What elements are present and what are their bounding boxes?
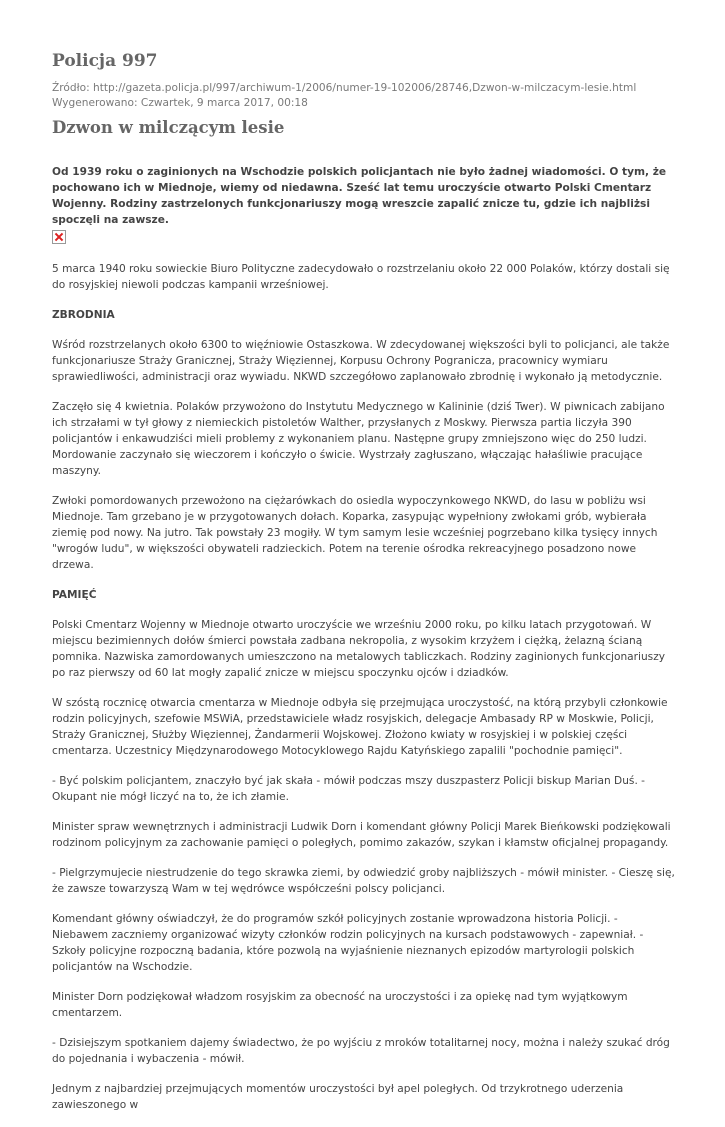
paragraph: Minister spraw wewnętrznych i administracji Ludwik Dorn i komendant główny Policji Marek Bieńkowski podziękowali rodzinom policyjnym za zachowanie pamięci o poległych, pomimo zakazów, szykan i kłamstw oficjalnej propagandy.	[52, 821, 671, 849]
section-heading-pamiec: PAMIĘĆ	[52, 589, 97, 601]
paragraph: W szóstą rocznicę otwarcia cmentarza w Miednoje odbyła się przejmująca uroczystość, na którą przybyli członkowie rodzin policyjnych, szefowie MSWiA, przedstawiciele władz rosyjskich, delegacje Ambasady RP w Moskwie, Policji, Straży Granicznej, Służby Więziennej, Żandarmerii Wojskowej. Złożono kwiaty w rosyjskiej i w polskiej części cmentarza. Uczestnicy Międzynarodowego Motocyklowego Rajdu Katyńskiego zapalili "pochodnie pamięci".	[52, 697, 668, 757]
paragraph: Jednym z najbardziej przejmujących momentów uroczystości był apel poległych. Od trzykrotnego uderzenia zawieszonego w	[52, 1083, 624, 1111]
paragraph: - Dzisiejszym spotkaniem dajemy świadectwo, że po wyjściu z mroków totalitarnej nocy, można i należy szukać dróg do pojednania i wybaczenia - mówił.	[52, 1037, 670, 1065]
section-heading-zbrodnia: ZBRODNIA	[52, 309, 115, 321]
article-title: Dzwon w milczącym lesie	[52, 118, 285, 137]
source-meta	[52, 81, 676, 111]
paragraph: Zaczęło się 4 kwietnia. Polaków przywożono do Instytutu Medycznego w Kalininie (dziś Twer). W piwnicach zabijano ich strzałami w tył głowy z niemieckich pistoletów Walther, przysłanych z Moskwy. Pierwsza partia liczyła 390 policjantów i enkawudziści mieli problemy z wykonaniem planu. Następne grupy zmniejszono więc do 250 ludzi. Mordowanie zaczynało się wieczorem i kończyło o świcie. Wystrzały zagłuszano, włączając hałaśliwie pracujące maszyny.	[52, 401, 665, 477]
broken-image-icon	[52, 230, 66, 244]
paragraph: Wśród rozstrzelanych około 6300 to więźniowie Ostaszkowa. W zdecydowanej większości byli to policjanci, ale także funkcjonariusze Straży Granicznej, Straży Więziennej, Korpusu Ochrony Pogranicza, pracownicy wymiaru sprawiedliwości, administracji oraz wywiadu. NKWD szczegółowo zaplanowało zbrodnię i wykonało ją metodycznie.	[52, 339, 670, 383]
paragraph: - Być polskim policjantem, znaczyło być jak skała - mówił podczas mszy duszpasterz Policji biskup Marian Duś. - Okupant nie mógł liczyć na to, że ich złamie.	[52, 775, 646, 803]
paragraph: - Pielgrzymujecie niestrudzenie do tego skrawka ziemi, by odwiedzić groby najbliższych - mówił minister. - Cieszę się, że zawsze towarzyszą Wam w tej wędrówce współcześni polscy policjanci.	[52, 867, 675, 895]
paragraph: Minister Dorn podziękował władzom rosyjskim za obecność na uroczystości i za opiekę nad tym wyjątkowym cmentarzem.	[52, 991, 628, 1019]
article-body	[52, 261, 676, 1113]
paragraph: Polski Cmentarz Wojenny w Miednoje otwarto uroczyście we wrześniu 2000 roku, po kilku latach przygotowań. W miejscu bezimiennych dołów śmierci powstała zadbana nekropolia, z wysokim krzyżem i ciężką, żelazną ścianą pomnika. Nazwiska zamordowanych umieszczono na metalowych tabliczkach. Rodziny zaginionych funkcjonariuszy po raz pierwszy od 60 lat mogły zapalić znicze w miejscu spoczynku ojców i dziadków.	[52, 619, 666, 679]
source-line: Źródło: http://gazeta.policja.pl/997/archiwum-1/2006/numer-19-102006/28746,Dzwon-w-milczacym-lesie.html	[52, 82, 637, 94]
site-title: Policja 997	[52, 51, 158, 71]
intro-paragraph: 5 marca 1940 roku sowieckie Biuro Polityczne zadecydowało o rozstrzelaniu około 22 000 Polaków, którzy dostali się do rosyjskiej niewoli podczas kampanii wrześniowej.	[52, 263, 670, 291]
paragraph: Komendant główny oświadczył, że do programów szkół policyjnych zostanie wprowadzona historia Policji. - Niebawem zaczniemy organizować wizyty członków rodzin policyjnych na kursach podstawowych - zapewniał. - Szkoły policyjne rozpoczną badania, które pozwolą na wyjaśnienie nieznanych epizodów martyrologii polskich policjantów na Wschodzie.	[52, 913, 644, 973]
document-page	[52, 48, 676, 1127]
paragraph: Zwłoki pomordowanych przewożono na ciężarówkach do osiedla wypoczynkowego NKWD, do lasu w pobliżu wsi Miednoje. Tam grzebano je w przygotowanych dołach. Koparka, zasypując wypełniony zwłokami grób, wybierała ziemię pod nowy. Na jutro. Tak powstały 23 mogiły. W tym samym lesie wcześniej pogrzebano kilka tysięcy innych "wrogów ludu", w większości obywateli radzieckich. Potem na terenie ośrodka rekreacyjnego posadzono nowe drzewa.	[52, 495, 658, 571]
generated-line: Wygenerowano: Czwartek, 9 marca 2017, 00:18	[52, 97, 308, 109]
article-lead: Od 1939 roku o zaginionych na Wschodzie polskich policjantach nie było żadnej wiadomości. O tym, że pochowano ich w Miednoje, wiemy od niedawna. Sześć lat temu uroczyście otwarto Polski Cmentarz Wojenny. Rodziny zastrzelonych funkcjonariuszy mogą wreszcie zapalić znicze tu, gdzie ich najbliżsi spoczęli na zawsze.	[52, 166, 667, 226]
